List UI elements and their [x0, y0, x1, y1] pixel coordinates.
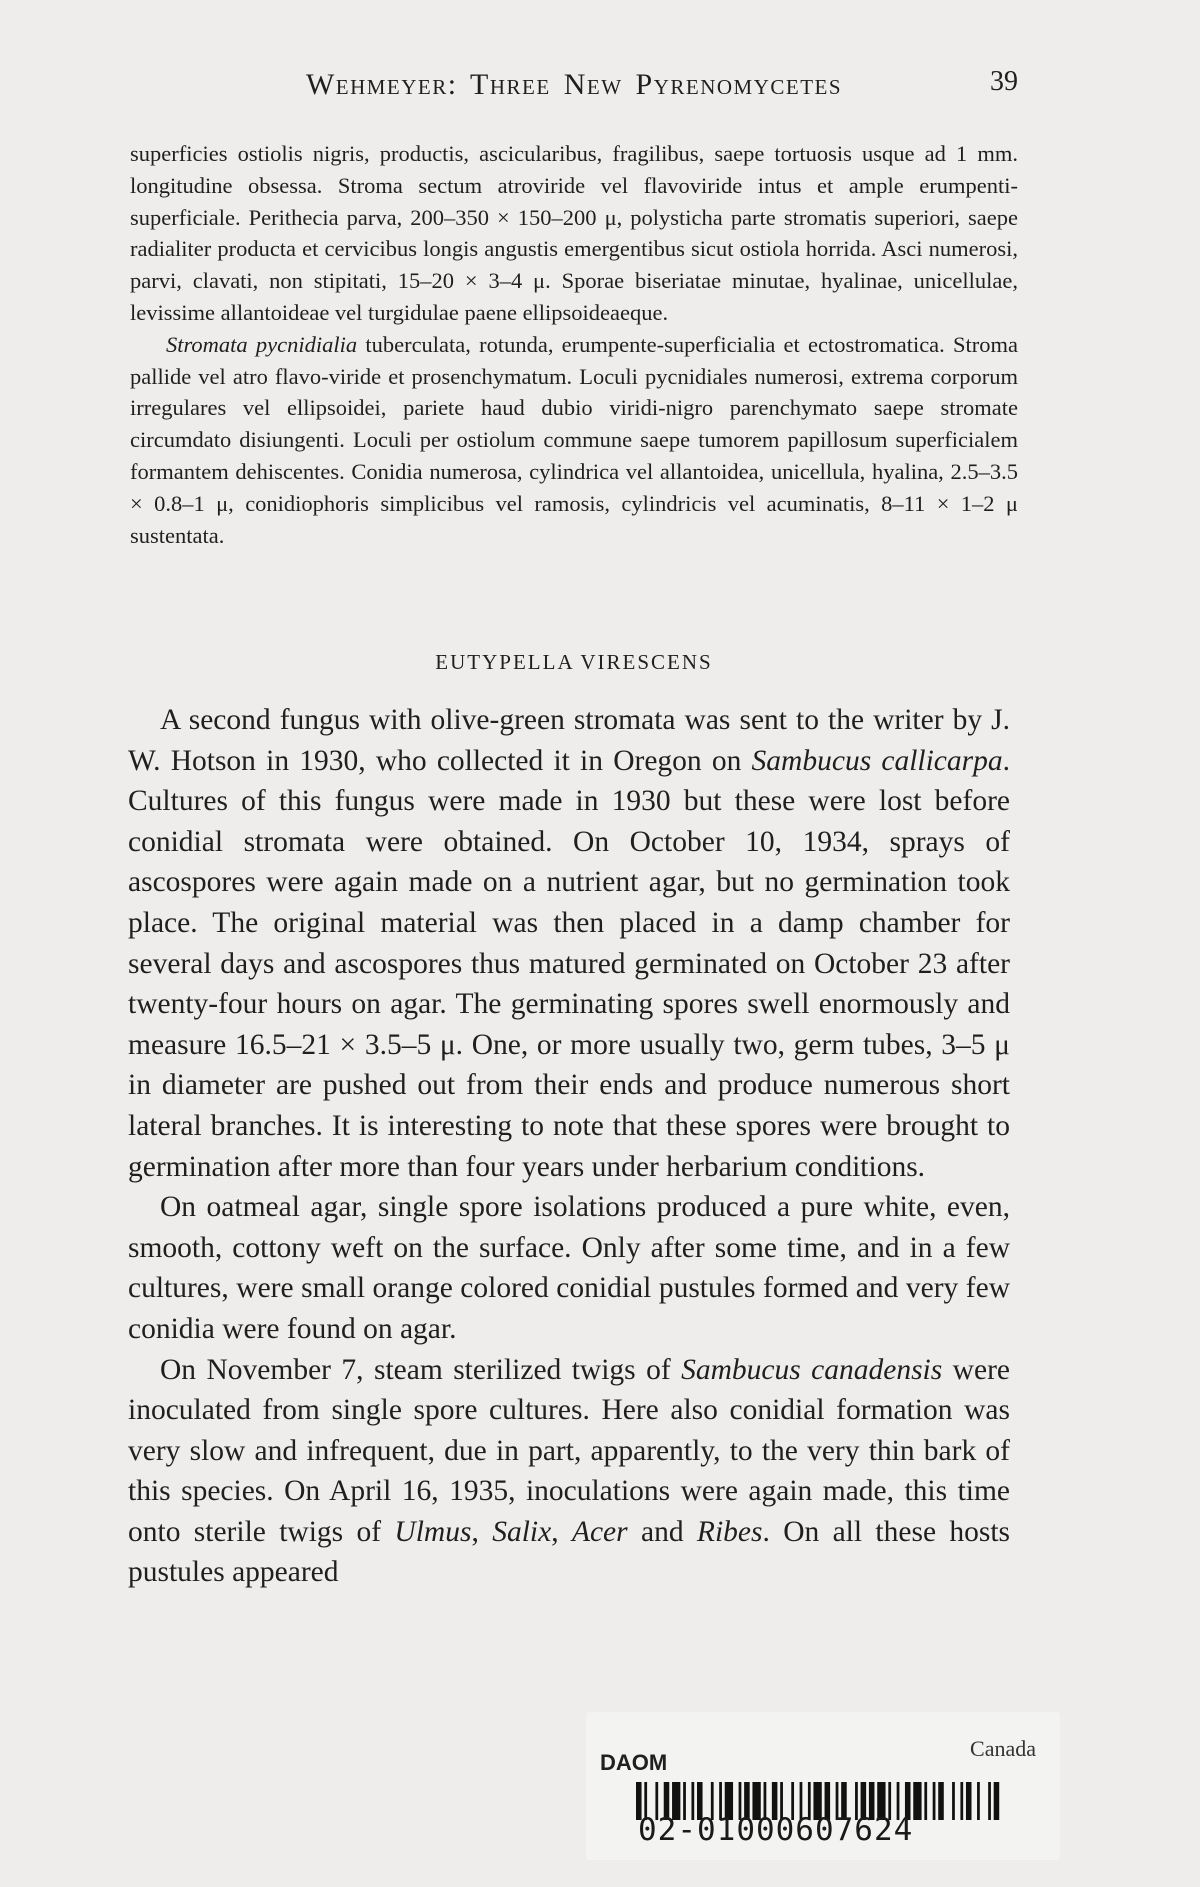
body-paragraph-3	[128, 1350, 1010, 1594]
body-text: were inoculated from single spore cultures. Here also conidial formation was very slow and infrequent, due in part, apparently, to the very thin bark of this species. On April 16, 1935, inoculations were again made, this time onto sterile twigs of	[128, 1353, 1010, 1548]
body-text: ,	[551, 1515, 572, 1548]
barcode-number: 02-01000607624	[638, 1812, 914, 1848]
body-text: . Cultures of this fungus were made in 1930 but these were lost before conidial stromata were obtained. On October 10, 1934, sprays of ascospores were again made on a nutrient agar, but no germination took place. The original material was then placed in a damp chamber for several days and ascospores thus matured germinated on October 23 after twenty-four hours on agar. The germinating spores swell enormously and measure 16.5–21 × 3.5–5 μ. One, or more usually two, germ tubes, 3–5 μ in diameter are pushed out from their ends and produce numerous short lateral branches. It is interesting to note that these spores were brought to germination after more than four years under herbarium conditions.	[128, 744, 1010, 1183]
genus-name: Salix	[492, 1515, 552, 1548]
barcode-bar	[994, 1782, 1000, 1820]
genus-name: Acer	[571, 1515, 628, 1548]
barcode-bar	[952, 1782, 955, 1820]
barcode-bar	[960, 1782, 963, 1820]
genus-name: Ulmus	[394, 1515, 472, 1548]
genus-name: Ribes	[696, 1515, 763, 1548]
running-head: Wehmeyer: Three New Pyrenomycetes	[305, 68, 843, 101]
barcode-country: Canada	[970, 1736, 1036, 1761]
species-name: Sambucus canadensis	[681, 1353, 943, 1386]
latin-description	[130, 138, 1018, 551]
body-text: . On all these hosts pustules appeared	[128, 1515, 1011, 1589]
barcode-prefix: DAOM	[600, 1750, 668, 1775]
body-paragraph-2: On oatmeal agar, single spore isolations produced a pure white, even, smooth, cottony weft on the surface. Only after some time, and in a few cultures, were small orange colored conidial pustules formed and very few conidia were found on agar.	[128, 1191, 1010, 1345]
barcode-bar	[977, 1782, 980, 1820]
main-text	[128, 700, 1010, 1593]
barcode-bar	[938, 1782, 944, 1820]
body-text: A second fungus with olive-green stromata was sent to the writer by J. W. Hotson in 1930, who collected it in Oregon on	[128, 704, 1010, 777]
barcode-bar	[924, 1782, 927, 1820]
section-heading: EUTYPELLA VIRESCENS	[435, 650, 713, 674]
body-text: and	[627, 1515, 697, 1548]
latin-paragraph-2-text: tuberculata, rotunda, erumpente-superficialia et ectostromatica. Stroma pallide vel atro flavo-viride et prosenchymatum. Loculi pycnidiales numerosi, extrema corporum irregulares vel ellipsoidei, pariete haud dubio viridi-nigro parenchymato saepe stromate circumdato disiungenti. Loculi per ostiolum commune saepe tumorem papillosum superficialem formantem dehiscentes. Conidia numerosa, cylindrica vel allantoidea, unicellula, hyalina, 2.5–3.5 × 0.8–1 μ, conidiophoris simplicibus vel ramosis, cylindricis vel acuminatis, 8–11 × 1–2 μ sustentata.	[130, 331, 1019, 548]
barcode-bar	[933, 1782, 936, 1820]
body-text: On November 7, steam sterilized twigs of	[160, 1353, 682, 1386]
latin-paragraph-2	[130, 329, 1018, 552]
body-text: ,	[471, 1515, 493, 1548]
latin-paragraph-2-italic: Stromata pycnidialia	[166, 331, 358, 357]
species-name: Sambucus callicarpa	[751, 744, 1003, 777]
barcode-bar	[966, 1782, 972, 1820]
barcode-bar	[988, 1782, 991, 1820]
page-header	[130, 62, 1018, 102]
barcode-label	[586, 1712, 1060, 1860]
barcode-bar	[913, 1782, 921, 1820]
latin-paragraph-1: superficies ostiolis nigris, productis, ascicularibus, fragilibus, saepe tortuosis usque ad 1 mm. longitudine obsessa. Stroma sectum atroviride vel flavoviride intus et ample erumpenti-superficiale. Perithecia parva, 200–350 × 150–200 μ, polysticha parte stromatis superiori, saepe radialiter producta et cervicibus longis angustis emergentibus sicut ostiola horrida. Asci numerosi, parvi, clavati, non stipitati, 15–20 × 3–4 μ. Sporae biseriatae minutae, hyalinae, unicellulae, levissime allantoideae vel turgidulae paene ellipsoideaeque.	[130, 141, 1018, 325]
page-number: 39	[990, 66, 1018, 97]
body-paragraph-1	[128, 700, 1010, 1187]
